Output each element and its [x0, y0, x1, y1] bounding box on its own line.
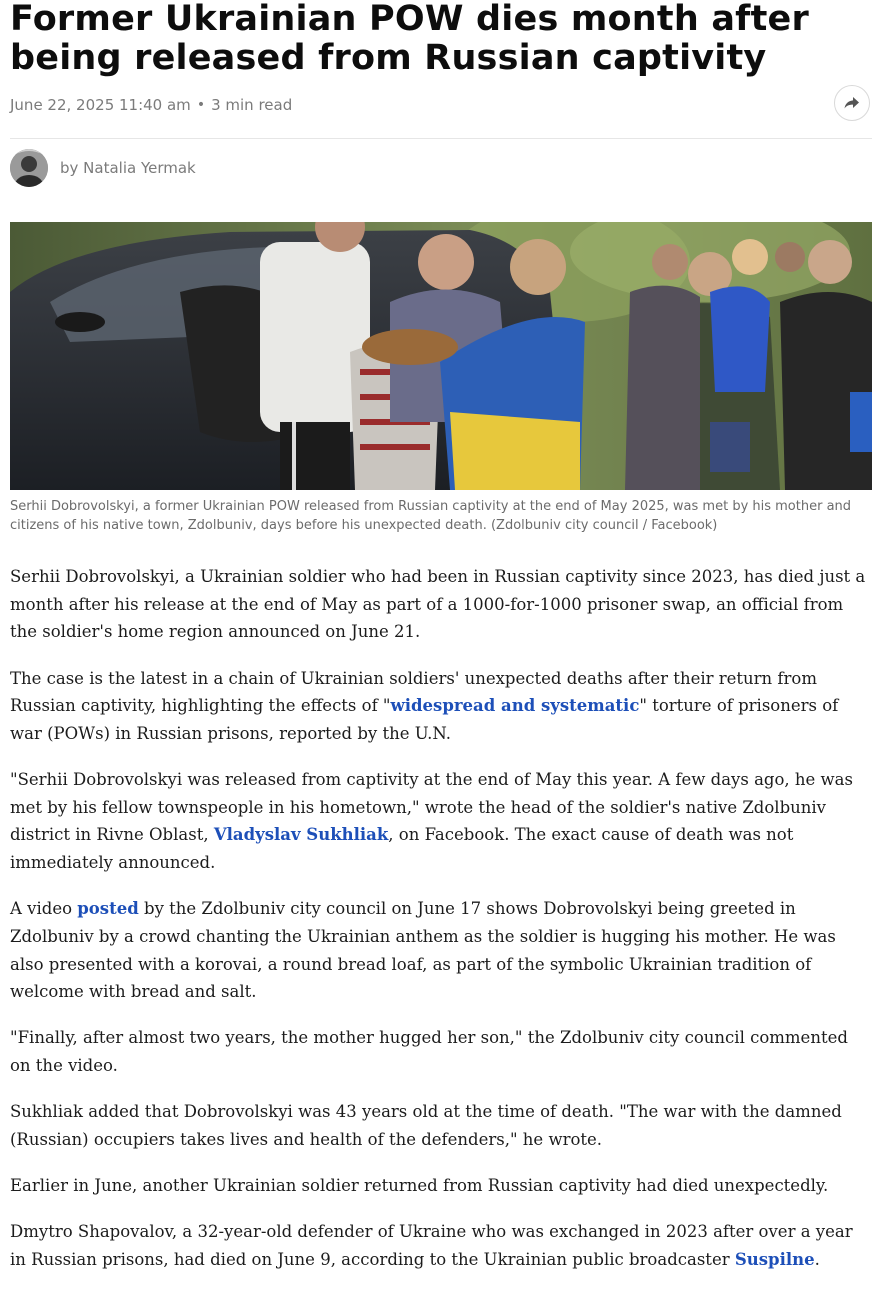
article-meta: [10, 94, 292, 116]
read-time: 3 min read: [211, 96, 293, 114]
paragraph-1: [10, 563, 872, 646]
paragraph-7: [10, 1172, 872, 1200]
paragraph-4: [10, 895, 872, 1006]
author-row: [10, 149, 196, 187]
paragraph-text: Dmytro Shapovalov, a 32-year-old defender of Ukraine who was exchanged in 2023 after over a year in Russian prisons, had died on June 9, according to the Ukrainian public broadcaster: [10, 1222, 853, 1269]
publish-date: June 22, 2025 11:40 am: [10, 96, 191, 114]
link-widespread-systematic[interactable]: widespread and systematic: [390, 696, 640, 716]
paragraph-text: by the Zdolbuniv city council on June 17 shows Dobrovolskyi being greeted in Zdolbuniv by a crowd chanting the Ukrainian anthem as the soldier is hugging his mother. He was also presented with a korovai, a round bread loaf, as part of the symbolic Ukrainian tradition of welcome with bread and salt.: [10, 899, 836, 1002]
author-name[interactable]: by Natalia Yermak: [60, 159, 196, 177]
link-vladyslav-sukhliak[interactable]: Vladyslav Sukhliak: [213, 825, 389, 845]
photo-caption: Serhii Dobrovolskyi, a former Ukrainian POW released from Russian captivity at the end of May 2025, was met by his mother and citizens of his native town, Zdolbuniv, days before his unexpected death. (Zdolbuniv city council / Facebook): [10, 499, 852, 533]
share-arrow-icon: [843, 96, 861, 110]
paragraph-text: "Finally, after almost two years, the mother hugged her son," the Zdolbuniv city council commented on the video.: [10, 1028, 848, 1076]
paragraph-text: The case is the latest in a chain of Ukrainian soldiers' unexpected deaths after their return from Russian captivity, highlighting the effects of ": [10, 668, 817, 716]
paragraph-text: Earlier in June, another Ukrainian soldier returned from Russian captivity had died unexpectedly.: [10, 1176, 829, 1195]
paragraph-text: "Serhii Dobrovolskyi was released from captivity at the end of May this year. A few days ago, he was met by his fellow townspeople in his hometown," wrote the head of the soldier's native Zdolbuniv district in Rivne Oblast,: [10, 770, 853, 845]
article-photo: [10, 222, 872, 490]
paragraph-text: Serhii Dobrovolskyi, a Ukrainian soldier who had been in Russian captivity since 2023, has died just a month after his release at the end of May as part of a 1000-for-1000 prisoner swap, an official from the soldier's home region announced on June 21.: [10, 567, 866, 642]
paragraph-text: A video: [10, 899, 78, 919]
article-headline: Former Ukrainian POW dies month after being released from Russian captivity: [10, 0, 809, 78]
paragraph-8: [10, 1218, 872, 1273]
paragraph-3: [10, 766, 872, 877]
paragraph-text: .: [814, 1249, 820, 1269]
meta-separator: •: [196, 97, 206, 113]
article-body: [10, 563, 872, 1292]
meta-divider: [10, 138, 872, 139]
link-posted[interactable]: posted: [77, 899, 139, 919]
paragraph-2: [10, 665, 872, 748]
paragraph-text: " torture of prisoners of war (POWs) in Russian prisons, reported by the U.N.: [10, 696, 839, 743]
author-avatar[interactable]: [10, 149, 48, 187]
paragraph-6: [10, 1098, 872, 1153]
share-button[interactable]: [834, 85, 870, 121]
paragraph-text: Sukhliak added that Dobrovolskyi was 43 years old at the time of death. "The war with the damned (Russian) occupiers takes lives and health of the defenders," he wrote.: [10, 1102, 842, 1149]
paragraph-text: , on Facebook. The exact cause of death was not immediately announced.: [10, 825, 794, 873]
paragraph-5: [10, 1024, 872, 1079]
link-suspilne[interactable]: Suspilne: [734, 1249, 815, 1269]
